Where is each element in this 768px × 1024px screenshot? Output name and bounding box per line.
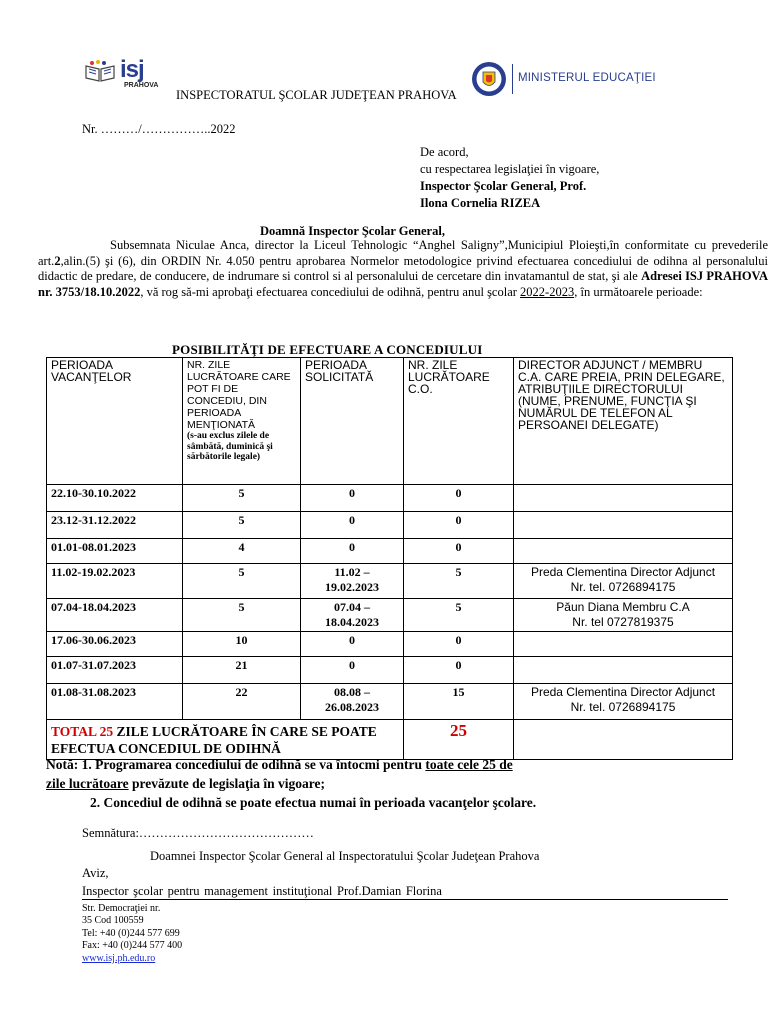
row-requested-end: 18.04.2023	[325, 615, 379, 629]
footer-divider	[82, 899, 728, 900]
row-period: 23.12-31.12.2022	[47, 512, 183, 539]
row-period: 01.08-31.08.2023	[47, 684, 183, 720]
body-reference: Adresei ISJ PRAHOVA nr. 3753/18.10.2022	[38, 269, 768, 299]
logo-divider	[512, 64, 513, 94]
row-requested-end: 19.02.2023	[325, 580, 379, 594]
row-delegate-name: Preda Clementina Director Adjunct	[530, 565, 716, 579]
endorsement-block	[82, 863, 442, 901]
table-row	[47, 657, 733, 684]
table-row	[47, 684, 733, 720]
approval-block	[420, 144, 599, 212]
leave-table	[46, 357, 733, 760]
coat-of-arms-icon	[470, 60, 508, 98]
row-requested	[301, 632, 404, 657]
note-1-emph: toate cele 25 de	[425, 757, 513, 772]
total-label	[47, 720, 404, 760]
row-requested	[301, 684, 404, 720]
total-value: 25	[404, 720, 514, 760]
signature-line: Semnătura:……………………………………	[82, 826, 314, 840]
header-period: PERIOADA VACANŢELOR	[47, 358, 183, 485]
footer-website-link[interactable]: www.isj.ph.edu.ro	[82, 952, 156, 964]
row-days: 5	[183, 564, 301, 599]
row-days: 5	[183, 512, 301, 539]
footer	[82, 903, 182, 965]
row-days: 5	[183, 599, 301, 632]
row-days: 21	[183, 657, 301, 684]
row-requested	[301, 512, 404, 539]
row-delegate	[514, 657, 733, 684]
body-part3: ,alin.(5) şi (6), din ORDIN Nr. 4.050 pentru aprobarea Normelor metodologice privind efectuarea concediului de odihna al personalului didactic de predare, de conducere, de indrumare si control si al personalului de cercetare din invatamantul de stat, şi ale	[38, 253, 768, 283]
row-delegate	[514, 564, 733, 599]
table-row	[47, 512, 733, 539]
footer-postcode: 35 Cod 100559	[82, 915, 144, 927]
row-period: 01.07-31.07.2023	[47, 657, 183, 684]
total-empty	[514, 720, 733, 760]
row-delegate	[514, 512, 733, 539]
header-delegate: DIRECTOR ADJUNCT / MEMBRU C.A. CARE PREIA, PRIN DELEGARE, ATRIBUŢIILE DIRECTORULUI (NUME, PRENUME, FUNCŢIA ŞI NUMĂRUL DE TELEFON AL PERSOANEI DELEGATE)	[514, 358, 733, 485]
book-icon	[84, 60, 116, 82]
footer-fax: Fax: +40 (0)244 577 400	[82, 940, 183, 952]
row-period: 07.04-18.04.2023	[47, 599, 183, 632]
row-requested	[301, 599, 404, 632]
row-days: 4	[183, 539, 301, 564]
row-days: 22	[183, 684, 301, 720]
row-requested-start: 0	[349, 633, 355, 647]
header-requested: PERIOADA SOLICITATĂ	[301, 358, 404, 485]
row-delegate	[514, 684, 733, 720]
registration-number: Nr. ………/……………..2022	[82, 122, 236, 136]
approval-line3: Inspector Şcolar General, Prof.	[420, 179, 587, 193]
body-part1: Subsemnata Niculae Anca, director la Liceul Tehnologic “Anghel Saligny”,Municipiul Ploieşti,în conformitate cu prevederile art.	[38, 238, 768, 268]
row-requested	[301, 485, 404, 512]
header-days	[183, 358, 301, 485]
notes	[46, 755, 536, 812]
row-delegate-phone: Nr. tel 0727819375	[572, 615, 674, 629]
isj-logo-sub: PRAHOVA	[124, 82, 159, 89]
approval-line2: cu respectarea legislaţiei în vigoare,	[420, 162, 600, 176]
header-days-label: NR. ZILE LUCRĂTOARE CARE POT FI DE CONCEDIU, DIN PERIOADA MENŢIONATĂ	[187, 359, 291, 431]
row-requested	[301, 564, 404, 599]
row-period: 17.06-30.06.2023	[47, 632, 183, 657]
row-delegate-phone: Nr. tel. 0726894175	[570, 580, 676, 594]
row-period: 11.02-19.02.2023	[47, 564, 183, 599]
row-delegate	[514, 632, 733, 657]
table-row	[47, 564, 733, 599]
row-delegate-phone: Nr. tel. 0726894175	[570, 700, 676, 714]
table-row	[47, 599, 733, 632]
row-delegate-name: Preda Clementina Director Adjunct	[530, 685, 716, 699]
header-days-note: (s-au exclus zilele de sâmbătă, duminică şi sărbătorile legale)	[187, 431, 273, 462]
row-requested	[301, 657, 404, 684]
row-requested-end: 26.08.2023	[325, 700, 379, 714]
row-co: 0	[404, 512, 514, 539]
note-1-emph2: zile lucrătoare	[46, 776, 129, 791]
row-delegate	[514, 599, 733, 632]
letter-address: Doamnă Inspector Şcolar General,	[260, 224, 445, 238]
body-part7: în următoarele perioade:	[577, 284, 703, 299]
table-row	[47, 539, 733, 564]
row-co: 5	[404, 564, 514, 599]
row-requested-start: 0	[349, 658, 355, 672]
header-co-days: NR. ZILE LUCRĂTOARE C.O.	[404, 358, 514, 485]
row-co: 0	[404, 657, 514, 684]
note-2: 2. Concediul de odihnă se poate efectua numai în perioada vacanţelor şcolare.	[90, 795, 537, 810]
approval-signer: Ilona Cornelia RIZEA	[420, 196, 541, 210]
ministry-name: MINISTERUL EDUCAŢIEI	[518, 72, 656, 84]
note-1-cont	[46, 774, 536, 793]
isj-logo-text: isj	[120, 56, 144, 83]
row-co: 0	[404, 485, 514, 512]
row-period: 01.01-08.01.2023	[47, 539, 183, 564]
recipient-line: Doamnei Inspector Şcolar General al Inspectoratului Şcolar Judeţean Prahova	[150, 849, 540, 863]
row-days: 10	[183, 632, 301, 657]
total-label-red: TOTAL 25	[51, 724, 114, 739]
total-label-rest: ZILE LUCRĂTOARE ÎN CARE SE POATE EFECTUA CONCEDIUL DE ODIHNĂ	[51, 724, 377, 756]
approval-line1: De acord,	[420, 145, 469, 159]
row-co: 5	[404, 599, 514, 632]
institution-title: INSPECTORATUL ŞCOLAR JUDEŢEAN PRAHOVA	[176, 88, 457, 102]
row-requested	[301, 539, 404, 564]
table-row	[47, 632, 733, 657]
aviz-label: Aviz,	[82, 866, 109, 880]
ministry-logo	[470, 60, 730, 100]
row-requested-start: 0	[349, 486, 355, 500]
row-delegate	[514, 485, 733, 512]
footer-phone: Tel: +40 (0)244 577 699	[82, 927, 180, 939]
letter-body	[38, 238, 768, 300]
body-part5: , vă rog să-mi aprobaţi efectuarea concediului de odihnă, pentru anul şcolar	[140, 284, 521, 299]
body-school-year: 2022-2023,	[520, 284, 578, 299]
row-requested-start: 07.04 –	[334, 600, 370, 614]
inspector-line: Inspector şcolar pentru management instituţional Prof.Damian Florina	[82, 884, 442, 898]
row-requested-start: 0	[349, 540, 355, 554]
note-1	[46, 755, 536, 774]
row-requested-start: 11.02 –	[334, 565, 370, 579]
row-co: 0	[404, 632, 514, 657]
total-row	[47, 720, 733, 760]
note-1-part2: prevăzute de legislaţia în vigoare;	[128, 776, 325, 791]
table-header-row	[47, 358, 733, 485]
note-1-part1: Notă: 1. Programarea concediului de odihnă se va întocmi pentru	[46, 757, 426, 772]
row-delegate	[514, 539, 733, 564]
row-delegate-name: Păun Diana Membru C.A	[556, 600, 690, 614]
footer-street: Str. Democraţiei nr.	[82, 903, 161, 914]
row-co: 15	[404, 684, 514, 720]
table-title: POSIBILITĂŢI DE EFECTUARE A CONCEDIULUI	[172, 342, 483, 357]
row-days: 5	[183, 485, 301, 512]
table-row	[47, 485, 733, 512]
row-requested-start: 0	[349, 513, 355, 527]
row-period: 22.10-30.10.2022	[47, 485, 183, 512]
body-part2: 2	[54, 253, 61, 268]
row-requested-start: 08.08 –	[334, 685, 370, 699]
isj-logo	[84, 56, 164, 92]
row-co: 0	[404, 539, 514, 564]
